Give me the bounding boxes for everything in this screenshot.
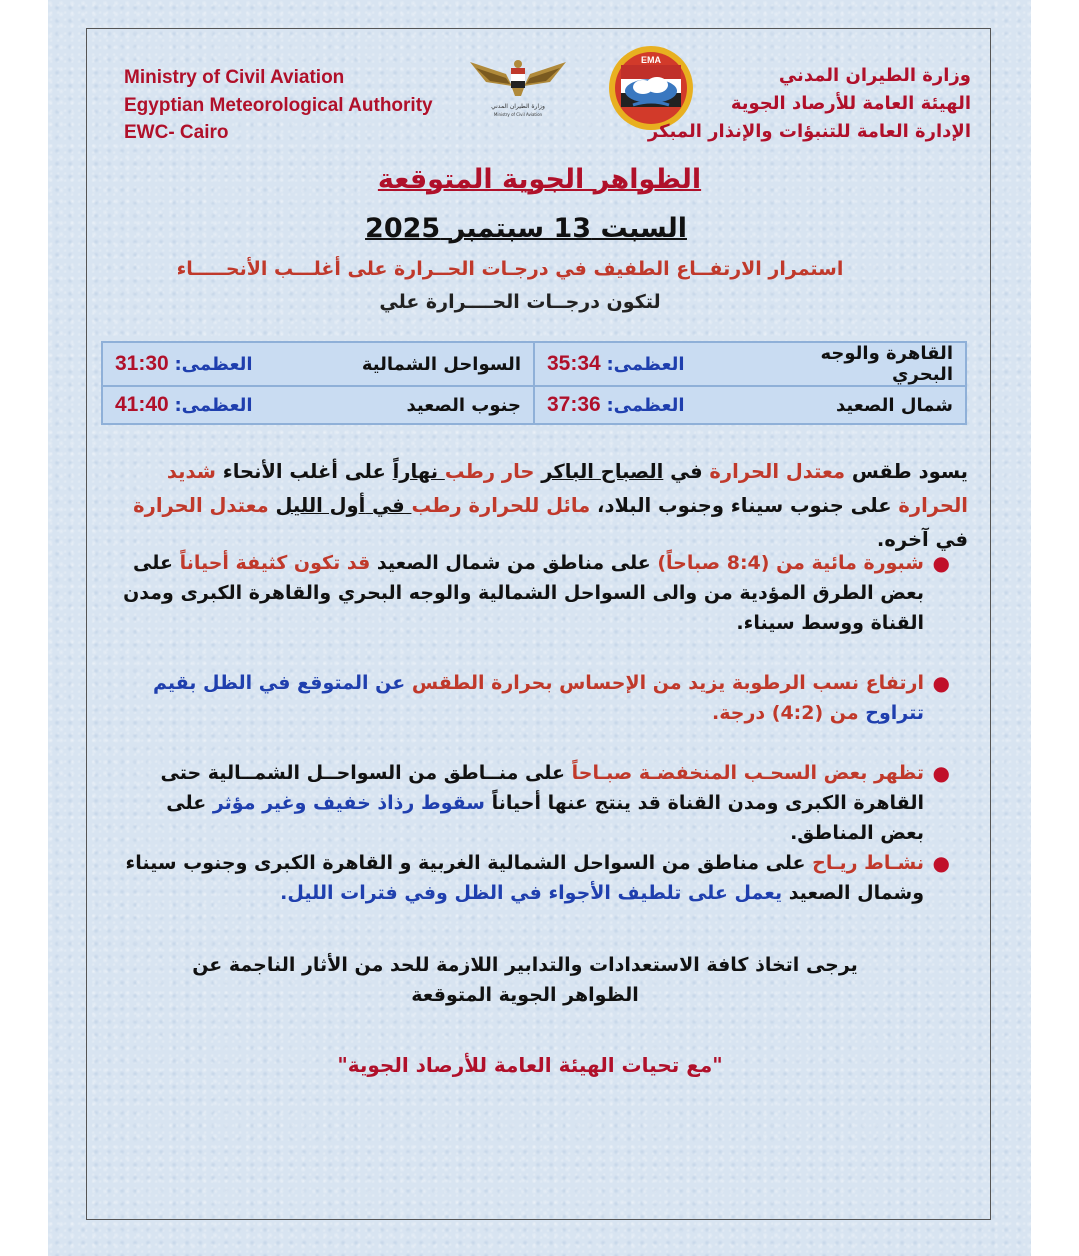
english-header — [124, 64, 464, 147]
max-label: العظمى: — [174, 395, 253, 416]
forecast-date: السبت 13 سبتمبر 2025 — [365, 213, 687, 244]
center-name-ar: الإدارة العامة للتنبؤات والإنذار المبكر — [647, 121, 971, 142]
max-temp-value: 31:30 — [115, 352, 169, 375]
max-label: العظمى: — [606, 395, 685, 416]
bullet-dot-icon: ● — [932, 551, 950, 575]
table-cell — [534, 386, 966, 424]
table-cell — [534, 342, 966, 386]
svg-text:وزارة الطيران المدني: وزارة الطيران المدني — [491, 103, 545, 110]
ministry-name-en: Ministry of Civil Aviation — [124, 67, 345, 88]
max-label: العظمى: — [606, 354, 685, 375]
table-cell — [102, 342, 534, 386]
max-temp-value: 35:34 — [547, 352, 601, 375]
region-name: السواحل الشمالية — [361, 353, 521, 375]
ministry-eagle-logo — [466, 52, 570, 120]
bullet-dot-icon: ● — [932, 761, 950, 785]
center-name-en: EWC- Cairo — [124, 122, 229, 143]
max-label: العظمى: — [174, 354, 253, 375]
temperature-table — [101, 341, 967, 425]
list-item: ● ارتفاع نسب الرطوبة يزيد من الإحساس بحرارة الطقس عن المتوقع في الظل بقيم تتراوح من (4:2) درجة. — [120, 668, 950, 758]
arabic-header — [631, 62, 971, 146]
table-row — [102, 386, 966, 424]
table-row — [102, 342, 966, 386]
forecast-subtitle: استمرار الارتفــاع الطفيف في درجـات الحــرارة على أغلـــب الأنحـــــاء — [176, 258, 844, 280]
list-item: ● تظهر بعض السحـب المنخفضـة صبـاحاً على منــاطق من السواحــل الشمــالية حتى القاهرة الكبرى ومدن القناة قد ينتج عنها أحياناً سقوط رذاذ خفيف وغير مؤثر على بعض المناطق. — [120, 758, 950, 848]
page-title: الظواهر الجوية المتوقعة — [377, 164, 702, 195]
region-name: القاهرة والوجه البحري — [820, 343, 953, 385]
bullet-dot-icon: ● — [932, 671, 950, 695]
list-item: ● شبورة مائية من (8:4 صباحاً) على مناطق من شمال الصعيد قد تكون كثيفة أحياناً على بعض الطرق المؤدية من والى السواحل الشمالية والوجه البحري والقاهرة الكبرى ومدن القناة ووسط سيناء. — [120, 548, 950, 668]
table-cell — [102, 386, 534, 424]
forecast-subtitle-2: لتكون درجــات الحــــرارة علي — [379, 291, 661, 313]
region-name: جنوب الصعيد — [406, 394, 521, 416]
max-temp-value: 37:36 — [547, 393, 601, 416]
authority-name-en: Egyptian Meteorological Authority — [124, 94, 433, 116]
authority-name-ar: الهيئة العامة للأرصاد الجوية — [730, 93, 971, 114]
ministry-name-ar: وزارة الطيران المدني — [778, 65, 971, 86]
region-name: شمال الصعيد — [836, 394, 953, 416]
weather-summary: يسود طقس معتدل الحرارة في الصباح الباكر حار رطب نهاراً على أغلب الأنحاء شديد الحرارة على جنوب سيناء وجنوب البلاد، مائل للحرارة رطب في أول الليل معتدل الحرارة في آخره. — [133, 460, 968, 551]
list-item: ● نشـاط ريـاح على مناطق من السواحل الشمالية الغربية و القاهرة الكبرى وجنوب سيناء وشمال الصعيد يعمل على تلطيف الأجواء في الظل وفي فترات الليل. — [120, 848, 950, 908]
closing-greeting: "مع تحيات الهيئة العامة للأرصاد الجوية" — [337, 1053, 723, 1077]
advisory-note: يرجى اتخاذ كافة الاستعدادات والتدابير اللازمة للحد من الأثار الناجمة عن الظواهر الجوية المتوقعة — [192, 954, 858, 1006]
svg-text:EMA: EMA — [641, 55, 661, 65]
max-temp-value: 41:40 — [115, 393, 169, 416]
forecast-bullets — [120, 548, 950, 908]
svg-text:Ministry of Civil Aviation: Ministry of Civil Aviation — [493, 112, 543, 117]
bullet-dot-icon: ● — [932, 851, 950, 875]
